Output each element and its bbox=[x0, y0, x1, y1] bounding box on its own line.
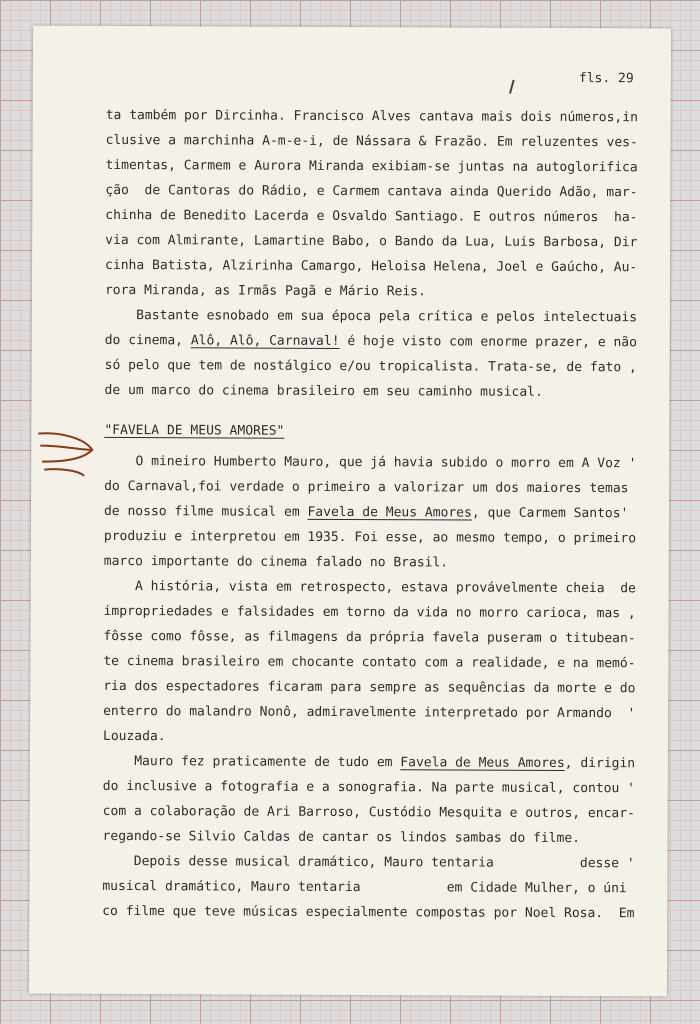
text-segment: , dirigin bbox=[564, 755, 636, 772]
text-line: rora Miranda, as Irmãs Pagã e Mário Reis. bbox=[104, 282, 426, 300]
text-line: cinha Batista, Alzirinha Camargo, Heloisa Helena, Joel e Gaúcho, Au- bbox=[105, 257, 638, 276]
text-line bbox=[103, 754, 635, 771]
film-title-alo-alo: Alô, Alô, Carnaval! bbox=[190, 333, 340, 349]
page-number: fls. 29 bbox=[578, 70, 634, 87]
text-line: chinha de Benedito Lacerda e Osvaldo Santiago. E outros números ha- bbox=[105, 207, 638, 226]
text-line: O mineiro Humberto Mauro, que já havia subido o morro em A Voz ' bbox=[104, 453, 637, 472]
text-line: só pelo que tem de nostálgico e/ou tropicalista. Trata-se, de fato , bbox=[104, 357, 637, 376]
film-title-favela: Favela de Meus Amores bbox=[400, 755, 565, 771]
text-line: enterro do malandro Nonô, admiravelmente interpretado por Armando ' bbox=[103, 703, 636, 722]
text-line: marco importante do cinema falado no Brasil. bbox=[103, 553, 449, 571]
film-title-favela: Favela de Meus Amores bbox=[307, 504, 472, 521]
section-heading: "FAVELA DE MEUS AMORES" bbox=[104, 422, 285, 439]
text-line: te cinema brasileiro em chocante contato com a realidade, e na memó- bbox=[103, 653, 636, 672]
text-line: regando-se Silvio Caldas de cantar os lindos sambas do filme. bbox=[102, 828, 581, 847]
text-line: co filme que teve músicas especialmente compostas por Noel Rosa. Em bbox=[102, 903, 635, 922]
text-line: com a colaboração de Ari Barroso, Custódio Mesquita e outros, encar- bbox=[102, 803, 635, 822]
text-line: A história, vista em retrospecto, estava provávelmente cheia de bbox=[103, 578, 636, 597]
text-line: Depois desse musical dramático, Mauro tentaria desse ' bbox=[102, 853, 635, 872]
pencil-mark bbox=[509, 80, 515, 94]
text-line: clusive a marchinha A-m-e-i, de Nássara & Frazão. Em reluzentes ves- bbox=[105, 132, 638, 151]
text-segment: de nosso filme musical em bbox=[103, 503, 300, 520]
text-line: Louzada. bbox=[102, 728, 166, 745]
text-line: fôsse como fôsse, as filmagens da própria favela puseram o titubean- bbox=[103, 628, 636, 647]
text-line bbox=[104, 504, 628, 521]
text-line: do Carnaval,foi verdade o primeiro a valorizar um dos maiores temas bbox=[104, 478, 629, 497]
text-segment: é hoje visto com enorme prazer, e não bbox=[339, 333, 638, 351]
text-line: ria dos espectadores ficaram para sempre as sequências da morte e do bbox=[103, 678, 636, 697]
text-line: de um marco do cinema brasileiro em seu caminho musical. bbox=[104, 382, 543, 400]
text-segment: do cinema, bbox=[104, 332, 184, 349]
text-segment: , que Carmem Santos' bbox=[471, 505, 629, 522]
margin-brace-mark bbox=[34, 426, 104, 486]
typewritten-page bbox=[29, 26, 671, 997]
text-line: impropriedades e falsidades em torno da vida no morro carioca, mas , bbox=[103, 603, 636, 622]
text-line: ta também por Dircinha. Francisco Alves cantava mais dois números,in bbox=[105, 107, 638, 126]
text-line: musical dramático, Mauro tentaria em Cidade Mulher, o úni bbox=[102, 878, 627, 897]
text-line: via com Almirante, Lamartine Babo, o Bando da Lua, Luis Barbosa, Dir bbox=[105, 232, 638, 251]
text-segment: Mauro fez praticamente de tudo em bbox=[102, 753, 393, 771]
text-line: ção de Cantoras do Rádio, e Carmem cantava ainda Querido Adão, mar- bbox=[105, 182, 638, 201]
text-line: do inclusive a fotografia e a sonografia. Na parte musical, contou ' bbox=[102, 778, 636, 797]
text-line: timentas, Carmem e Aurora Miranda exibiam-se juntas na autoglorifica bbox=[105, 157, 638, 176]
text-line bbox=[105, 333, 637, 350]
text-line: produziu e interpretou em 1935. Foi esse, ao mesmo tempo, o primeiro bbox=[103, 528, 637, 547]
text-line: Bastante esnobado em sua época pela crítica e pelos intelectuais bbox=[104, 307, 638, 326]
